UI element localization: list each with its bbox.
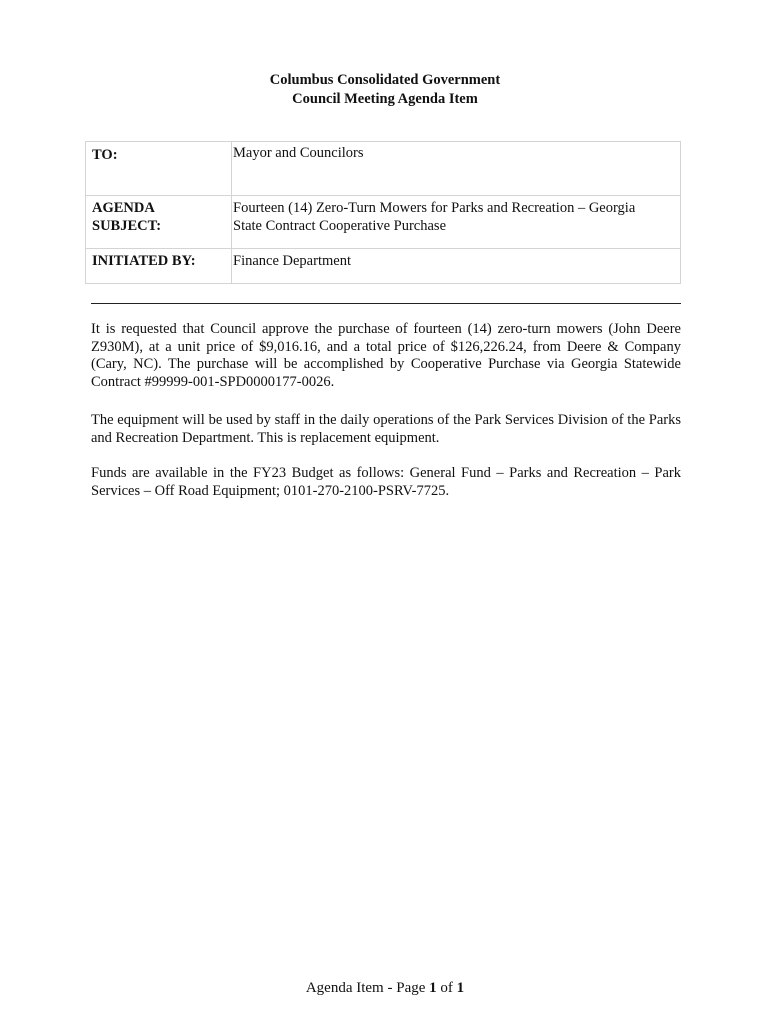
to-label: TO: [92, 147, 118, 163]
initiated-by-value-cell [232, 249, 681, 284]
subject-label-line2: SUBJECT: [92, 218, 162, 234]
body-paragraph-request: It is requested that Council approve the purchase of fourteen (14) zero-turn mowers (John Deere Z930M), at a unit price of $9,016.16, and a total price of $126,226.24, from Deere & Company (Cary, NC). The purchase will be accomplished by Cooperative Purchase via Georgia Statewide Contract #99999-001-SPD0000177-0026. [91, 321, 681, 390]
subject-value-line1: Fourteen (14) Zero-Turn Mowers for Parks and Recreation – Georgia [233, 200, 636, 216]
horizontal-divider [91, 303, 681, 304]
organization-title: Columbus Consolidated Government [269, 72, 501, 88]
subject-label-line1: AGENDA [92, 200, 155, 216]
subject-value-cell [232, 196, 681, 249]
to-label-cell [86, 142, 232, 196]
table-row-initiated-by [86, 249, 681, 284]
body-paragraph-funding: Funds are available in the FY23 Budget as follows: General Fund – Parks and Recreation – Park Services – Off Road Equipment; 0101-270-2100-PSRV-7725. [91, 465, 681, 499]
body-paragraph-usage: The equipment will be used by staff in the daily operations of the Park Services Division of the Parks and Recreation Department. This is replacement equipment. [91, 412, 681, 446]
initiated-by-label-cell [86, 249, 232, 284]
footer-of: of [436, 980, 457, 996]
subject-label [92, 196, 231, 235]
footer-page-total: 1 [456, 980, 465, 996]
subject-value [233, 196, 680, 235]
footer-page-number: 1 [429, 980, 437, 996]
agenda-meta-table [85, 141, 681, 284]
subject-value-line2: State Contract Cooperative Purchase [233, 218, 447, 234]
table-row-subject [86, 196, 681, 249]
table-row-to [86, 142, 681, 196]
footer-prefix: Agenda Item - Page [305, 980, 430, 996]
initiated-by-value: Finance Department [233, 253, 351, 269]
page-footer [0, 978, 770, 998]
to-value-cell [232, 142, 681, 196]
document-title: Council Meeting Agenda Item [292, 91, 478, 107]
subject-label-cell [86, 196, 232, 249]
to-value: Mayor and Councilors [233, 145, 364, 161]
initiated-by-label: INITIATED BY: [92, 253, 196, 269]
